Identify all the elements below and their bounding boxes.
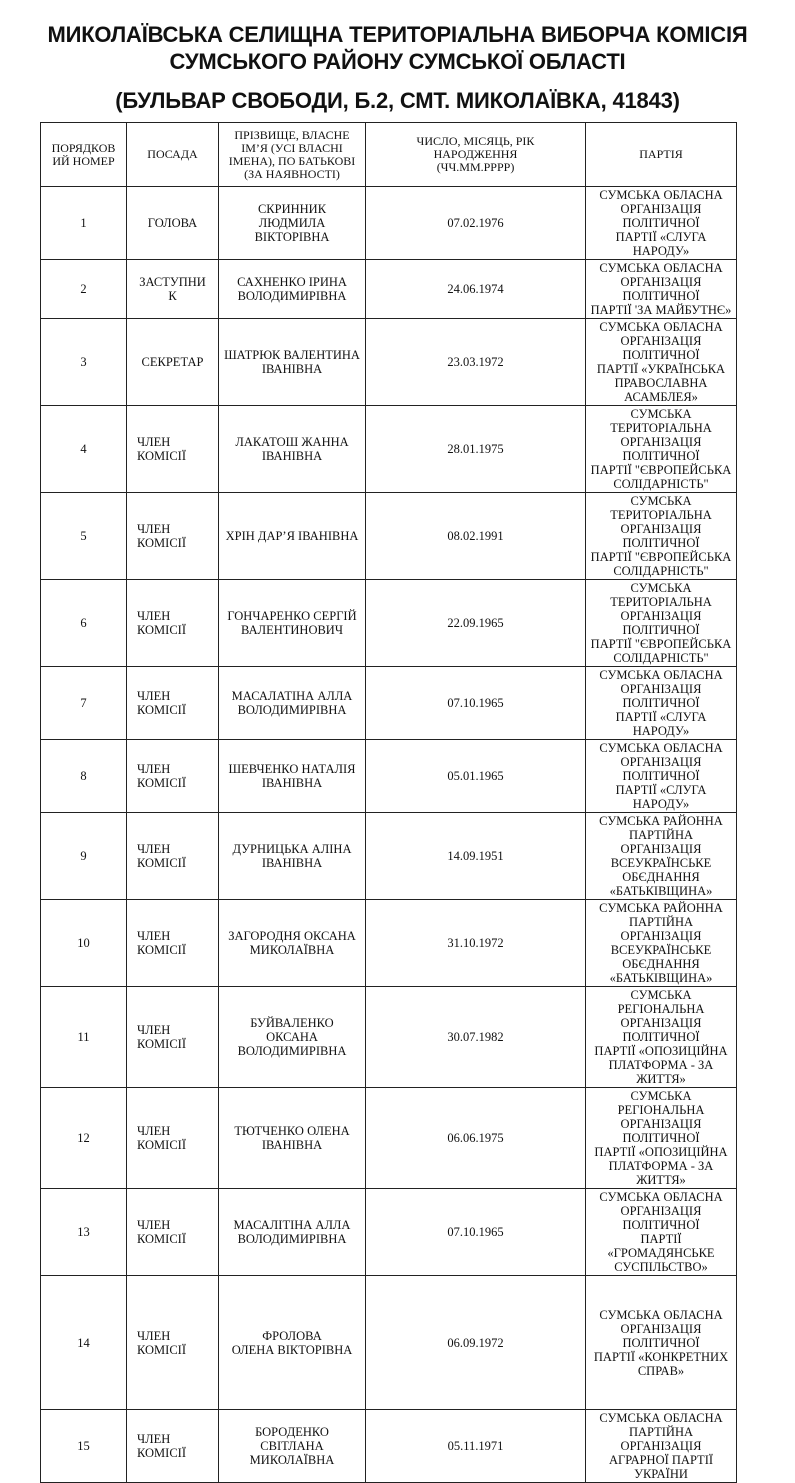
row-name: ХРІН ДАР’Я ІВАНІВНА (219, 493, 366, 580)
row-position: СЕКРЕТАР (127, 319, 219, 406)
row-birth-date: 05.01.1965 (366, 740, 586, 813)
row-party: СУМСЬКА ОБЛАСНА ОРГАНІЗАЦІЯ ПОЛІТИЧНОЇ ПАРТІЇ «СЛУГА НАРОДУ» (586, 740, 737, 813)
row-number: 12 (41, 1088, 127, 1189)
row-position: ЧЛЕН КОМІСІЇ (127, 900, 219, 987)
row-party: СУМСЬКА ОБЛАСНА ОРГАНІЗАЦІЯ ПОЛІТИЧНОЇ ПАРТІЇ «СЛУГА НАРОДУ» (586, 667, 737, 740)
row-name: ГОНЧАРЕНКО СЕРГІЙ ВАЛЕНТИНОВИЧ (219, 580, 366, 667)
row-name: БОРОДЕНКО СВІТЛАНА МИКОЛАЇВНА (219, 1410, 366, 1483)
row-position: ЧЛЕН КОМІСІЇ (127, 987, 219, 1088)
table-row (41, 319, 737, 406)
row-name: ЗАГОРОДНЯ ОКСАНА МИКОЛАЇВНА (219, 900, 366, 987)
row-number: 11 (41, 987, 127, 1088)
row-party: СУМСЬКА ОБЛАСНА ОРГАНІЗАЦІЯ ПОЛІТИЧНОЇ ПАРТІЇ «УКРАЇНСЬКА ПРАВОСЛАВНА АСАМБЛЕЯ» (586, 319, 737, 406)
row-number: 10 (41, 900, 127, 987)
row-position: ЧЛЕН КОМІСІЇ (127, 580, 219, 667)
row-birth-date: 06.06.1975 (366, 1088, 586, 1189)
row-position: ЧЛЕН КОМІСІЇ (127, 1276, 219, 1410)
commission-address: (БУЛЬВАР СВОБОДИ, Б.2, СМТ. МИКОЛАЇВКА, 41843) (115, 88, 680, 113)
row-birth-date: 23.03.1972 (366, 319, 586, 406)
table-row (41, 406, 737, 493)
row-birth-date: 30.07.1982 (366, 987, 586, 1088)
row-name: САХНЕНКО ІРИНА ВОЛОДИМИРІВНА (219, 260, 366, 319)
row-party: СУМСЬКА ОБЛАСНА ОРГАНІЗАЦІЯ ПОЛІТИЧНОЇ ПАРТІЇ «КОНКРЕТНИХ СПРАВ» (586, 1276, 737, 1410)
table-row (41, 667, 737, 740)
row-name: ШЕВЧЕНКО НАТАЛІЯ ІВАНІВНА (219, 740, 366, 813)
header-position: ПОСАДА (127, 123, 219, 187)
row-birth-date: 31.10.1972 (366, 900, 586, 987)
row-number: 4 (41, 406, 127, 493)
row-party: СУМСЬКА ТЕРИТОРІАЛЬНА ОРГАНІЗАЦІЯ ПОЛІТИЧНОЇ ПАРТІЇ "ЄВРОПЕЙСЬКА СОЛІДАРНІСТЬ" (586, 580, 737, 667)
row-position: ЧЛЕН КОМІСІЇ (127, 813, 219, 900)
row-birth-date: 05.11.1971 (366, 1410, 586, 1483)
row-position: ЧЛЕН КОМІСІЇ (127, 1088, 219, 1189)
row-position: ГОЛОВА (127, 187, 219, 260)
table-row (41, 260, 737, 319)
row-number: 14 (41, 1276, 127, 1410)
table-row (41, 740, 737, 813)
row-party: СУМСЬКА РАЙОННА ПАРТІЙНА ОРГАНІЗАЦІЯ ВСЕУКРАЇНСЬКЕ ОБЄДНАННЯ «БАТЬКІВЩИНА» (586, 900, 737, 987)
row-birth-date: 07.10.1965 (366, 1189, 586, 1276)
row-number: 5 (41, 493, 127, 580)
table-row (41, 1189, 737, 1276)
table-row (41, 900, 737, 987)
row-name: ШАТРЮК ВАЛЕНТИНА ІВАНІВНА (219, 319, 366, 406)
row-position: ЧЛЕН КОМІСІЇ (127, 406, 219, 493)
row-party: СУМСЬКА ОБЛАСНА ОРГАНІЗАЦІЯ ПОЛІТИЧНОЇ ПАРТІЇ «ГРОМАДЯНСЬКЕ СУСПІЛЬСТВО» (586, 1189, 737, 1276)
header-number: ПОРЯДКОВ ИЙ НОМЕР (41, 123, 127, 187)
row-party: СУМСЬКА ТЕРИТОРІАЛЬНА ОРГАНІЗАЦІЯ ПОЛІТИЧНОЇ ПАРТІЇ "ЄВРОПЕЙСЬКА СОЛІДАРНІСТЬ" (586, 406, 737, 493)
row-birth-date: 22.09.1965 (366, 580, 586, 667)
row-number: 7 (41, 667, 127, 740)
row-position: ЧЛЕН КОМІСІЇ (127, 1189, 219, 1276)
row-position: ЧЛЕН КОМІСІЇ (127, 493, 219, 580)
row-birth-date: 28.01.1975 (366, 406, 586, 493)
row-party: СУМСЬКА РАЙОННА ПАРТІЙНА ОРГАНІЗАЦІЯ ВСЕУКРАЇНСЬКЕ ОБЄДНАННЯ «БАТЬКІВЩИНА» (586, 813, 737, 900)
row-number: 6 (41, 580, 127, 667)
row-number: 13 (41, 1189, 127, 1276)
row-position: ЧЛЕН КОМІСІЇ (127, 740, 219, 813)
row-birth-date: 08.02.1991 (366, 493, 586, 580)
row-party: СУМСЬКА РЕГІОНАЛЬНА ОРГАНІЗАЦІЯ ПОЛІТИЧНОЇ ПАРТІЇ «ОПОЗИЦІЙНА ПЛАТФОРМА - ЗА ЖИТТЯ» (586, 987, 737, 1088)
commission-region: СУМСЬКОГО РАЙОНУ СУМСЬКОЇ ОБЛАСТІ (169, 49, 626, 74)
row-party: СУМСЬКА ОБЛАСНА ОРГАНІЗАЦІЯ ПОЛІТИЧНОЇ ПАРТІЇ «СЛУГА НАРОДУ» (586, 187, 737, 260)
row-name: ТЮТЧЕНКО ОЛЕНА ІВАНІВНА (219, 1088, 366, 1189)
row-number: 2 (41, 260, 127, 319)
header-party: ПАРТІЯ (586, 123, 737, 187)
table-row (41, 187, 737, 260)
row-birth-date: 07.10.1965 (366, 667, 586, 740)
row-name: СКРИННИК ЛЮДМИЛА ВІКТОРІВНА (219, 187, 366, 260)
row-position: ЧЛЕН КОМІСІЇ (127, 1410, 219, 1483)
row-number: 1 (41, 187, 127, 260)
table-row (41, 1088, 737, 1189)
row-name: ДУРНИЦЬКА АЛІНА ІВАНІВНА (219, 813, 366, 900)
header-birth-date: ЧИСЛО, МІСЯЦЬ, РІК НАРОДЖЕННЯ (ЧЧ.ММ.РРРР) (366, 123, 586, 187)
row-birth-date: 07.02.1976 (366, 187, 586, 260)
row-name: МАСАЛАТІНА АЛЛА ВОЛОДИМИРІВНА (219, 667, 366, 740)
row-party: СУМСЬКА ТЕРИТОРІАЛЬНА ОРГАНІЗАЦІЯ ПОЛІТИЧНОЇ ПАРТІЇ "ЄВРОПЕЙСЬКА СОЛІДАРНІСТЬ" (586, 493, 737, 580)
row-birth-date: 06.09.1972 (366, 1276, 586, 1410)
row-number: 8 (41, 740, 127, 813)
table-row (41, 813, 737, 900)
row-number: 3 (41, 319, 127, 406)
table-row (41, 493, 737, 580)
row-name: МАСАЛІТІНА АЛЛА ВОЛОДИМИРІВНА (219, 1189, 366, 1276)
table-row (41, 1410, 737, 1483)
row-position: ЗАСТУПНИ К (127, 260, 219, 319)
row-party: СУМСЬКА РЕГІОНАЛЬНА ОРГАНІЗАЦІЯ ПОЛІТИЧНОЇ ПАРТІЇ «ОПОЗИЦІЙНА ПЛАТФОРМА - ЗА ЖИТТЯ» (586, 1088, 737, 1189)
row-birth-date: 14.09.1951 (366, 813, 586, 900)
row-party: СУМСЬКА ОБЛАСНА ПАРТІЙНА ОРГАНІЗАЦІЯ АГРАРНОЇ ПАРТІЇ УКРАЇНИ (586, 1410, 737, 1483)
members-table (40, 122, 737, 1483)
table-body (41, 187, 737, 1483)
row-party: СУМСЬКА ОБЛАСНА ОРГАНІЗАЦІЯ ПОЛІТИЧНОЇ ПАРТІЇ 'ЗА МАЙБУТНЄ» (586, 260, 737, 319)
row-birth-date: 24.06.1974 (366, 260, 586, 319)
row-name: ЛАКАТОШ ЖАННА ІВАНІВНА (219, 406, 366, 493)
commission-title: МИКОЛАЇВСЬКА СЕЛИЩНА ТЕРИТОРІАЛЬНА ВИБОРЧА КОМІСІЯ (47, 22, 748, 47)
row-name: ФРОЛОВА ОЛЕНА ВІКТОРІВНА (219, 1276, 366, 1410)
table-row (41, 580, 737, 667)
row-number: 9 (41, 813, 127, 900)
row-position: ЧЛЕН КОМІСІЇ (127, 667, 219, 740)
header-name: ПРІЗВИЩЕ, ВЛАСНЕ ІМ’Я (УСІ ВЛАСНІ ІМЕНА), ПО БАТЬКОВІ (ЗА НАЯВНОСТІ) (219, 123, 366, 187)
table-row (41, 987, 737, 1088)
table-header-row (41, 123, 737, 187)
table-row (41, 1276, 737, 1410)
row-name: БУЙВАЛЕНКО ОКСАНА ВОЛОДИМИРІВНА (219, 987, 366, 1088)
row-number: 15 (41, 1410, 127, 1483)
